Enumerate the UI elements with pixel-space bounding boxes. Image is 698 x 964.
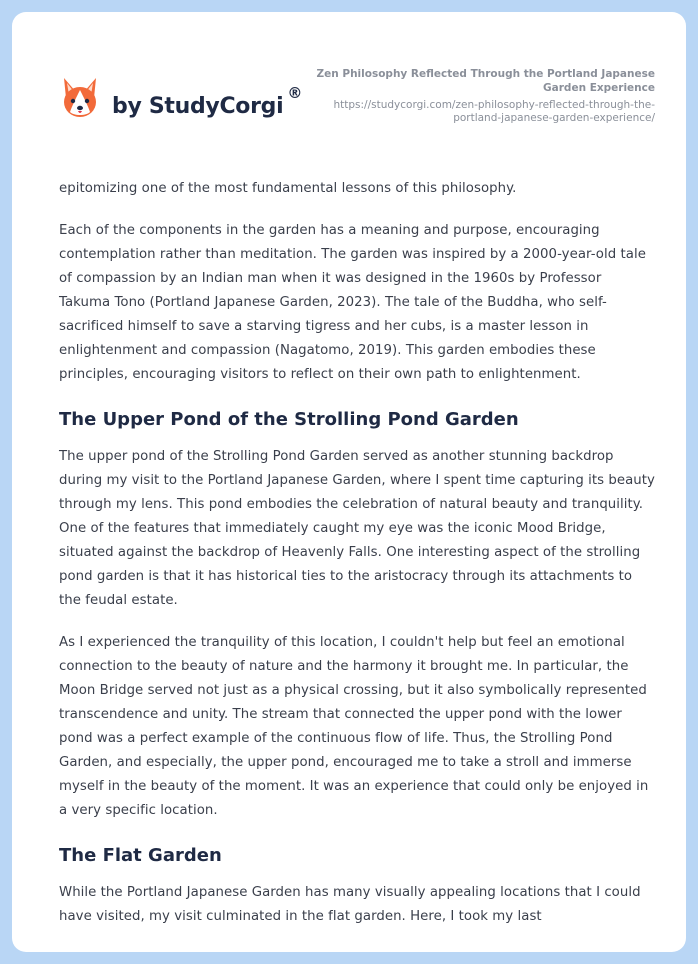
document-page — [12, 12, 686, 952]
brand-name: by StudyCorgi® — [112, 83, 303, 119]
corgi-icon — [60, 76, 100, 120]
document-title: Zen Philosophy Reflected Through the Portland Japanese Garden Experience — [316, 68, 655, 94]
paragraph: As I experienced the tranquility of this location, I couldn't help but feel an emotional connection to the beauty of nature and the harmony it brought me. In particular, the Moon Bridge served not just as a physical crossing, but it also symbolically represented transcendence and unity. The stream that connected the upper pond with the lower pond was a perfect example of the continuous flow of life. Thus, the Strolling Pond Garden, and especially, the upper pond, encouraged me to take a stroll and immerse myself in the beauty of the moment. It was an experience that could only be enjoyed in a very specific location. — [59, 635, 649, 818]
paragraph: epitomizing one of the most fundamental lessons of this philosophy. — [59, 181, 517, 196]
paragraph: Each of the components in the garden has a meaning and purpose, encouraging contemplation rather than meditation. The garden was inspired by a 2000-year-old tale of compassion by an Indian man when it was designed in the 1960s by Professor Takuma Tono (Portland Japanese Garden, 2023). The tale of the Buddha, who self-sacrificed himself to save a starving tigress and her cubs, is a master lesson in enlightenment and compassion (Nagatomo, 2019). This garden embodies these principles, encouraging visitors to reflect on their own path to enlightenment. — [59, 223, 646, 382]
page-header — [12, 12, 686, 152]
paragraph: The upper pond of the Strolling Pond Garden served as another stunning backdrop during my visit to the Portland Japanese Garden, where I spent time capturing its beauty through my lens. This pond embodies the celebration of natural beauty and tranquility. One of the features that immediately caught my eye was the iconic Mood Bridge, situated against the backdrop of Heavenly Falls. One interesting aspect of the strolling pond garden is that it has historical ties to the aristocracy through its attachments to the feudal estate. — [59, 449, 655, 608]
section-heading: The Flat Garden — [59, 845, 222, 866]
section-heading: The Upper Pond of the Strolling Pond Garden — [59, 409, 519, 430]
article-body — [59, 177, 655, 947]
registered-mark: ® — [287, 83, 303, 102]
studycorgi-logo[interactable] — [60, 76, 302, 120]
document-meta — [295, 67, 655, 125]
document-url[interactable]: https://studycorgi.com/zen-philosophy-reflected-through-the-portland-japanese-garden-experience/ — [333, 99, 655, 124]
paragraph: While the Portland Japanese Garden has many visually appealing locations that I could have visited, my visit culminated in the flat garden. Here, I took my last — [59, 885, 641, 924]
